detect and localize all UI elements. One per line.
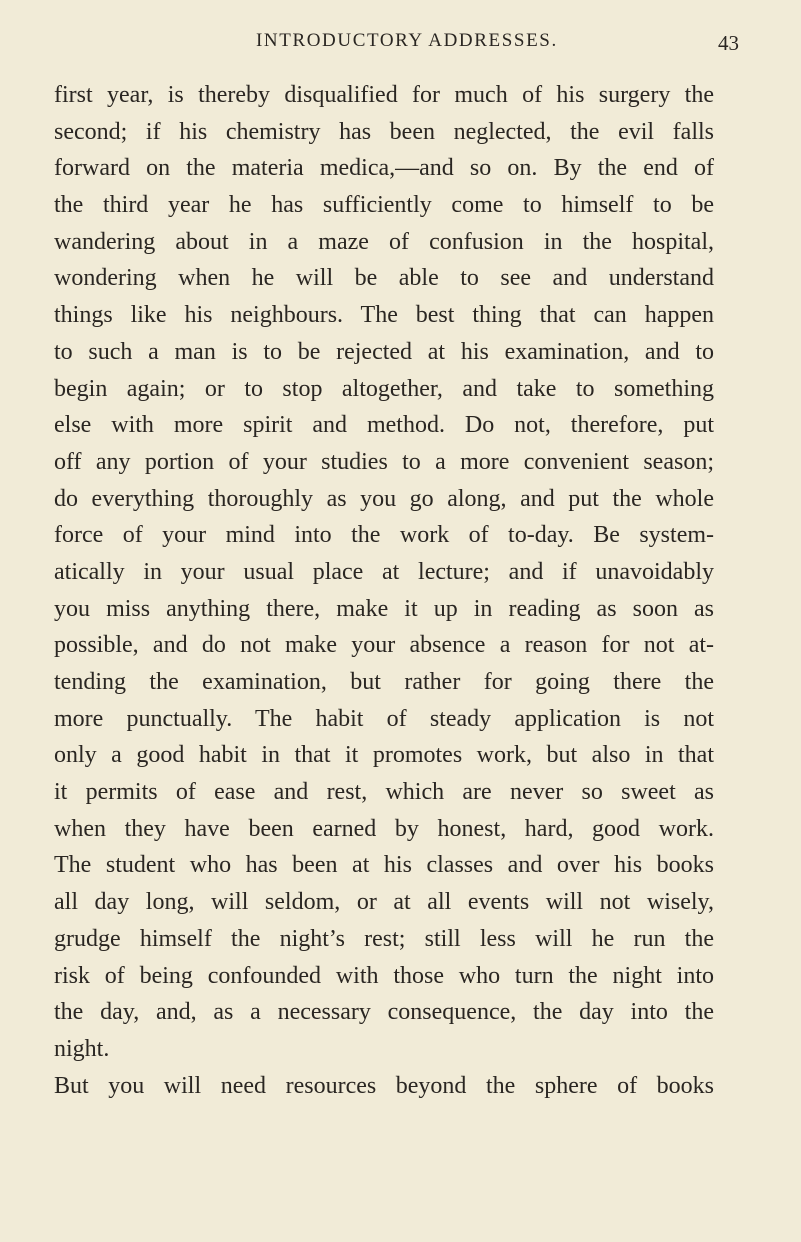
text-line: the third year he has sufficiently come to himself to be xyxy=(54,192,714,219)
paragraph-end-line: night. xyxy=(54,1035,110,1062)
text-line: second; if his chemistry has been neglected, the evil falls xyxy=(54,118,714,145)
text-line: wondering when he will be able to see and understand xyxy=(54,265,714,292)
paragraph-start-line: But you will need resources beyond the sphere of books xyxy=(54,1072,714,1099)
text-line: else with more spirit and method. Do not, therefore, put xyxy=(54,412,714,439)
text-line: to such a man is to be rejected at his examination, and to xyxy=(54,338,714,365)
text-line: wandering about in a maze of confusion in the hospital, xyxy=(54,228,714,255)
text-line: first year, is thereby disqualified for much of his surgery the xyxy=(54,82,714,108)
text-line: risk of being confounded with those who turn the night into xyxy=(54,962,714,989)
text-line: possible, and do not make your absence a reason for not at- xyxy=(54,632,714,659)
text-line: begin again; or to stop altogether, and take to something xyxy=(54,375,714,402)
text-line: grudge himself the night’s rest; still less will he run the xyxy=(54,925,714,952)
body-text xyxy=(54,77,714,1104)
text-line: off any portion of your studies to a more convenient season; xyxy=(54,448,714,475)
text-line: when they have been earned by honest, hard, good work. xyxy=(54,815,714,842)
text-line: tending the examination, but rather for going there the xyxy=(54,669,714,695)
running-title: INTRODUCTORY ADDRESSES. xyxy=(256,30,558,51)
page-number: 43 xyxy=(718,31,739,55)
text-line: do everything thoroughly as you go along, and put the whole xyxy=(54,485,714,512)
text-line: it permits of ease and rest, which are never so sweet as xyxy=(54,779,714,806)
text-line: more punctually. The habit of steady application is not xyxy=(54,705,714,732)
text-line: forward on the materia medica,—and so on. By the end of xyxy=(54,155,714,182)
text-line: all day long, will seldom, or at all events will not wisely, xyxy=(54,889,714,916)
text-line: atically in your usual place at lecture; and if unavoidably xyxy=(54,558,714,585)
text-line: you miss anything there, make it up in reading as soon as xyxy=(54,595,714,622)
text-line: things like his neighbours. The best thing that can happen xyxy=(54,302,714,329)
text-line: only a good habit in that it promotes work, but also in that xyxy=(54,742,714,769)
running-head xyxy=(0,26,801,56)
text-line: force of your mind into the work of to-day. Be system- xyxy=(54,522,714,549)
text-line: The student who has been at his classes and over his books xyxy=(54,852,714,879)
text-line: the day, and, as a necessary consequence, the day into the xyxy=(54,999,714,1026)
